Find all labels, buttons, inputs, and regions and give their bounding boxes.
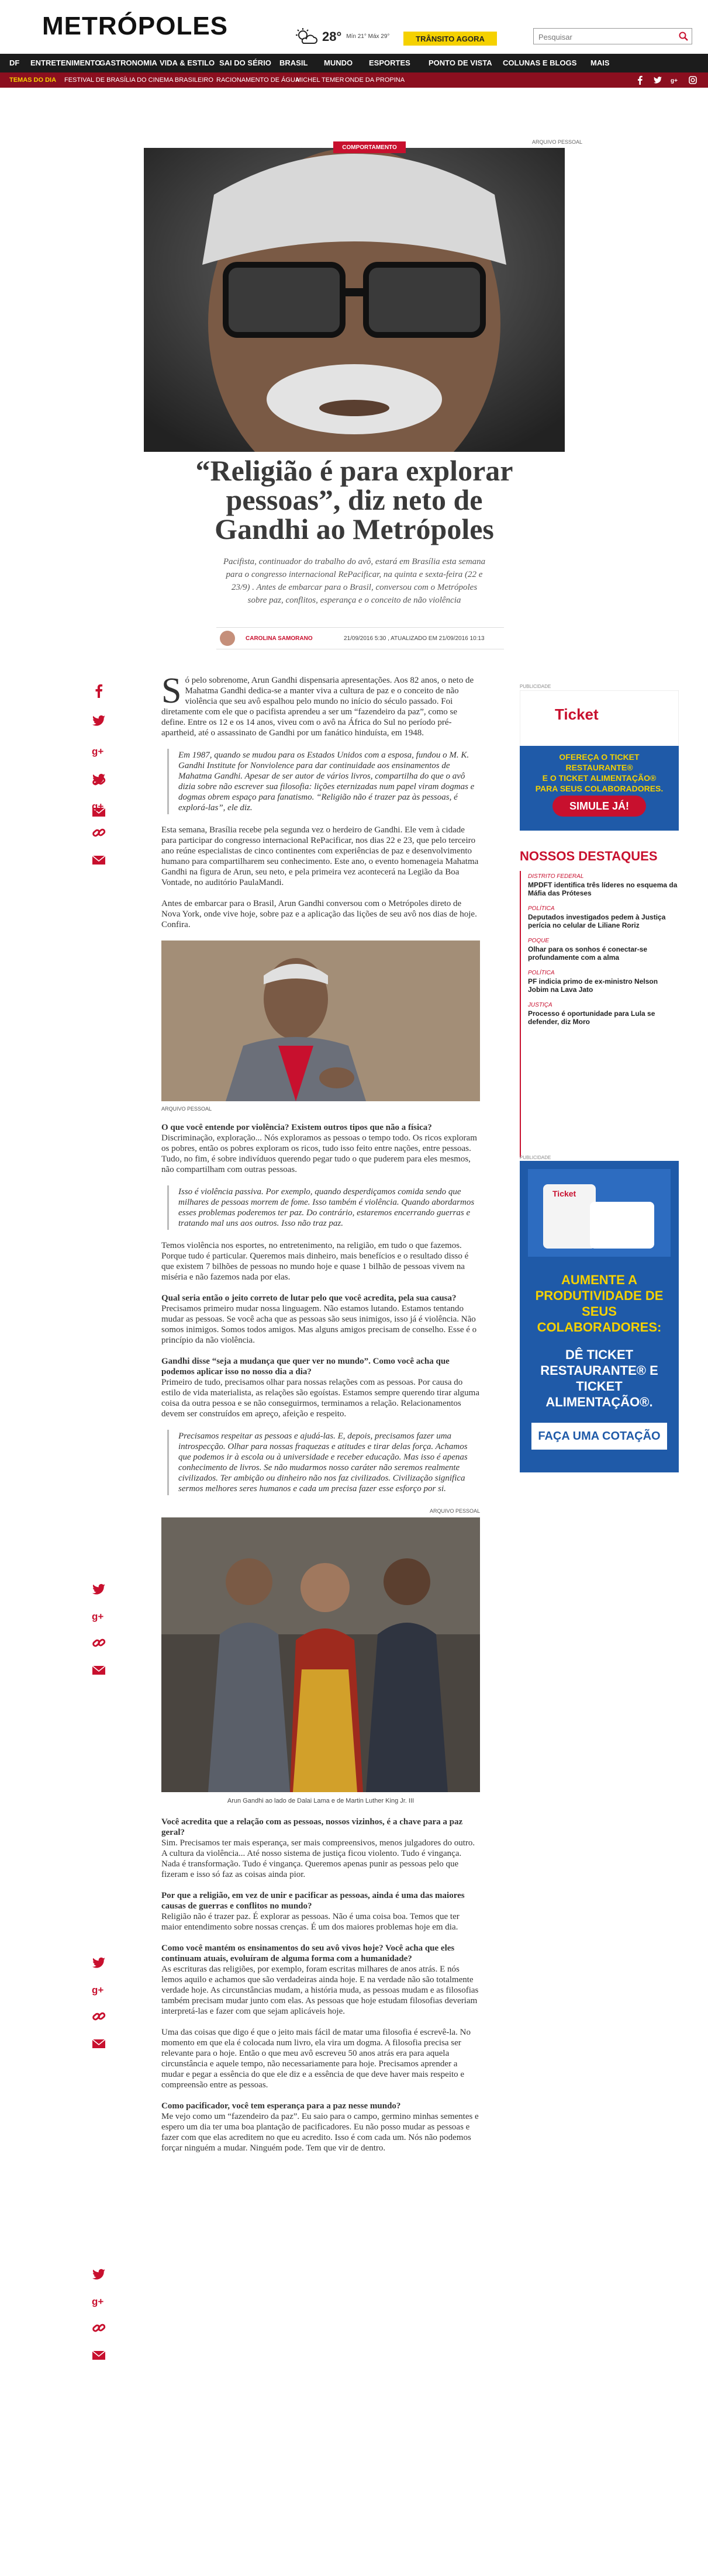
svg-text:g+: g+ [671, 78, 678, 84]
ad-headline: AUMENTE A PRODUTIVIDADE DE SEUS COLABORADORES: [535, 1273, 664, 1334]
link-share-icon[interactable] [91, 2009, 106, 2024]
google-plus-share-icon[interactable] [91, 744, 106, 759]
interview-answer: Discriminação, exploração... Nós exploramos as pessoas o tempo todo. Os ricos exploram os pobres, então os pobres exploram os ricos, tudo isso feito entre nações, entre pessoas. Tudo, no fim, é sobre indivíduos querendo pegar tudo o que puderem para eles mesmos, não compartilham com outras pessoas. [161, 1133, 477, 1174]
twitter-share-icon[interactable] [91, 713, 106, 728]
nav-item-brasil[interactable]: BRASIL [279, 58, 308, 67]
link-share-icon[interactable] [91, 1635, 106, 1651]
nav-item-colunas-blogs[interactable]: COLUNAS E BLOGS [503, 58, 577, 67]
article-body [161, 671, 480, 2164]
traffic-button[interactable]: TRÂNSITO AGORA [403, 32, 497, 46]
weather-widget[interactable] [295, 28, 389, 46]
svg-text:g+: g+ [92, 801, 104, 812]
nav-item-ponto-de-vista[interactable]: PONTO DE VISTA [429, 58, 492, 67]
interview-question: Por que a religião, em vez de unir e pacificar as pessoas, ainda é uma das maiores causas de guerras e conflitos no mundo? [161, 1891, 465, 1911]
interview-answer: Primeiro de tudo, precisamos olhar para nossas relações com as pessoas. Por causa do estilo de vida materialista, as relações são egoístas. Estamos sempre querendo tirar alguma coisa da outra pessoa e se não conseguirmos, terminamos a relação. Relacionamentos devem ser construídos em apreço, afeição e respeito. [161, 1378, 479, 1419]
ad-brand: Ticket [555, 706, 599, 723]
email-share-icon[interactable] [91, 2347, 106, 2363]
drop-cap: S [161, 671, 182, 711]
email-share-icon[interactable] [91, 2036, 106, 2051]
twitter-share-icon[interactable] [91, 772, 106, 787]
google-plus-share-icon[interactable] [91, 1609, 106, 1624]
google-plus-share-icon[interactable] [91, 1982, 106, 1997]
ad-text: OFEREÇA O TICKET RESTAURANTE® E O TICKET ALIMENTAÇÃO® PARA SEUS COLABORADORES. [535, 752, 664, 793]
svg-text:g+: g+ [92, 2296, 104, 2307]
article-paragraph: Antes de embarcar para o Brasil, Arun Gandhi conversou com o Metrópoles direto de Nova York, onde vive hoje, sobre paz e a aplicação das lições de seu avô nos dias de hoje. Confira. [161, 899, 477, 929]
nav-item-vida-estilo[interactable]: VIDA & ESTILO [160, 58, 215, 67]
interview-answer: Religião não é trazer paz. É explorar as pessoas. Não é uma coisa boa. Temos que ter maior entendimento sobre nossas crenças. É um dos maiores problemas hoje em dia. [161, 1912, 460, 1932]
ad-text: DÊ TICKET RESTAURANTE® E TICKET ALIMENTAÇÃO®. [540, 1347, 658, 1409]
google-plus-share-icon[interactable] [91, 2294, 106, 2309]
interview-question: Qual seria então o jeito correto de lutar pelo que você acredita, pela sua causa? [161, 1294, 457, 1303]
interview-question: Como pacificador, você tem esperança para a paz nesse mundo? [161, 2101, 401, 2111]
article-headline: “Religião é para explorar pessoas”, diz neto de Gandhi ao Metrópoles [195, 454, 513, 545]
interview-question: Você acredita que a relação com as pessoas, nossos vizinhos, é a chave para a paz geral? [161, 1817, 463, 1837]
svg-text:g+: g+ [92, 746, 104, 757]
highlight-item[interactable]: POQUE Olhar para os sonhos é conectar-se profundamente com a alma [520, 938, 679, 962]
nav-item-sai-do-serio[interactable]: SAI DO SÉRIO [219, 58, 271, 67]
ad-cta-button[interactable]: SIMULE JÁ! [552, 796, 646, 817]
portrait-image [144, 148, 565, 452]
interview-question: O que você entende por violência? Existem outros tipos que não a física? [161, 1123, 432, 1132]
weather-minmax: Mín 21° Máx 29° [346, 33, 390, 40]
article-quote: Isso é violência passiva. Por exemplo, quando desperdiçamos comida sendo que milhares de pessoas morrem de fome. Isso também é violência. Quando abordarmos esses problemas poderemos ter paz. Do contrário, estaremos encerrando guerras e tratando mal uns aos outros. Isso não traz paz. [167, 1185, 480, 1230]
interview-answer: Temos violência nos esportes, no entretenimento, na religião, em tudo o que fazemos. Porque tudo é particular. Queremos mais dinheiro, mais benefícios e o resultado disso é que existem 7 bilhões de pessoas no mundo hoje e quase 1 bilhão de pessoas vivem na miséria e não fazemos nada por elas. [161, 1241, 469, 1282]
twitter-share-icon[interactable] [91, 1582, 106, 1597]
advertisement-2[interactable] [520, 1161, 679, 1472]
twitter-share-icon[interactable] [91, 1955, 106, 1970]
weather-sun-icon [295, 28, 317, 46]
highlights-rail [520, 871, 521, 1157]
topic-festival[interactable]: FESTIVAL DE BRASÍLIA DO CINEMA BRASILEIRO [64, 77, 213, 84]
hero-photo [144, 148, 565, 452]
highlight-item[interactable]: POLÍTICA Deputados investigados pedem à Justiça perícia no celular de Liliane Roriz [520, 905, 679, 929]
interview-photo-1 [161, 941, 480, 1101]
ad-brand: Ticket [552, 1189, 576, 1198]
interview-answer: As escrituras das religiões, por exemplo, foram escritas milhares de anos atrás. E nós lemos aquilo e achamos que são verdadeiras ainda hoje. E na verdade não são totalmente verdade hoje. As circunstâncias mudam, a história muda, as pessoas mudam e as filosofias também precisam mudar junto com elas. As pessoas que hoje estudam filosofias deveriam interpretá-las e fazer com que sejam aplicáveis hoje. [161, 1965, 479, 2016]
interview-answer: Sim. Precisamos ter mais esperança, ser mais compreensivos, menos julgadores do outro. A cultura da violência... Até nosso sistema de justiça ficou violento. Tudo é vingança. Nada é transformação. Tudo é vingança. Queremos apenas punir as pessoas pelo que fizeram e isso só faz as coisas ainda pior. [161, 1838, 475, 1879]
article-date: 21/09/2016 5:30 , ATUALIZADO EM 21/09/2016 10:13 [344, 635, 485, 642]
ad-label: PUBLICIDADE [520, 1155, 551, 1160]
highlights-title: NOSSOS DESTAQUES [520, 849, 658, 863]
photo-credit: ARQUIVO PESSOAL [161, 1106, 212, 1112]
google-plus-share-icon[interactable] [91, 798, 106, 814]
google-plus-icon[interactable] [671, 75, 680, 85]
topic-michel-temer[interactable]: MICHEL TEMER [296, 77, 344, 84]
category-tag[interactable]: COMPORTAMENTO [333, 141, 406, 153]
svg-text:g+: g+ [92, 1611, 104, 1622]
nav-item-entretenimento[interactable]: ENTRETENIMENTO [30, 58, 101, 67]
link-share-icon[interactable] [91, 2321, 106, 2336]
topic-racionamento[interactable]: RACIONAMENTO DE ÁGUA [216, 77, 300, 84]
instagram-icon[interactable] [688, 75, 697, 85]
weather-temperature: 28° [322, 29, 342, 44]
link-share-icon[interactable] [91, 825, 106, 841]
topics-label: TEMAS DO DIA [9, 77, 57, 84]
author-name[interactable]: CAROLINA SAMORANO [246, 635, 313, 642]
article-quote: Em 1987, quando se mudou para os Estados Unidos com a esposa, fundou o M. K. Gandhi Institute for Nonviolence para dar continuidade aos ensinamentos de Mahatma Gandhi. Apesar de ser autor de vários livros, compartilha do que o avô dizia sobre não escrever sua filosofia: lições eternizadas num papel viram dogmas e dogmas obrem espaço para fanatismo. “Religião não é trazer paz às pessoas, é explorá-las”, ele diz. [167, 749, 480, 814]
main-nav [0, 54, 708, 72]
interview-question: Como você mantém os ensinamentos do seu avô vivos hoje? Você acha que eles continuam atuais, evoluíram de alguma forma com a humanidade? [161, 1944, 455, 1963]
ad-cta-button[interactable]: FAÇA UMA COTAÇÃO [531, 1423, 667, 1450]
twitter-share-icon[interactable] [91, 2267, 106, 2282]
site-header [0, 0, 708, 54]
facebook-icon[interactable] [636, 75, 645, 85]
highlight-item[interactable]: DISTRITO FEDERAL MPDFT identifica três líderes no esquema da Máfia das Próteses [520, 873, 679, 897]
site-logo[interactable]: METRÓPOLES [42, 12, 229, 40]
email-share-icon[interactable] [91, 1662, 106, 1678]
nav-item-df[interactable]: DF [9, 58, 20, 67]
interview-answer: Me vejo como um “fazendeiro da paz”. Eu saio para o campo, germino minhas sementes e espero um dia ter uma boa plantação de pacificadores. Eu não posso mudar as pessoas e fazer com que elas acreditem no que eu acredito. Isso é com cada um. Nós não podemos forçar ninguém a mudar. Ninguém pode. Tem que vir de dentro. [161, 2112, 479, 2153]
hero-photo-credit: ARQUIVO PESSOAL [532, 139, 583, 145]
article-subtitle: Pacifista, continuador do trabalho do avô, estará em Brasília esta semana para o congresso internacional RePacificar, na quinta e sexta-feira (22 e 23/9) . Antes de embarcar para o Brasil, conversou com o Metrópoles sobre paz, conflitos, esperança e o conceito de não violência [223, 557, 486, 605]
topics-bar [0, 72, 708, 88]
search-icon[interactable] [679, 32, 688, 41]
nav-item-mundo[interactable]: MUNDO [324, 58, 353, 67]
interview-photo-2 [161, 1517, 480, 1792]
search-box [533, 28, 692, 44]
advertisement-1[interactable] [520, 690, 679, 831]
interview-answer: Precisamos primeiro mudar nossa linguagem. Não estamos lutando. Estamos tentando mudar as pessoas. Se você acha que as pessoas são seus inimigos, isso já é violência. Não somos inimigos. Somos todos amigos. Mas alguns amigos precisam de conselho. Esse é o princípio da não violência. [161, 1304, 477, 1345]
twitter-icon[interactable] [653, 75, 662, 85]
photo-caption: Arun Gandhi ao lado de Dalai Lama e de Martin Luther King Jr. III [227, 1797, 415, 1804]
author-avatar[interactable] [220, 631, 235, 646]
highlights-section [520, 849, 679, 1034]
nav-item-gastronomia[interactable]: GASTRONOMIA [99, 58, 157, 67]
article-paragraph: Só pelo sobrenome, Arun Gandhi dispensaria apresentações. Aos 82 anos, o neto de Mahatma Gandhi dedica-se a manter viva a cultura de paz e o conceito de não violência que seu avô espalhou pelo mundo no início do século passado. Foi diretamente com ele que o pacifista aprendeu a ser um “fazendeiro da paz”, como se define. Entre os 12 e os 14 anos, viveu com o avô na África do Sul no período pré-apartheid, até o assassinato de Gandhi por um fanático hinduísta, em 1948. [161, 671, 474, 738]
facebook-share-icon[interactable] [91, 683, 106, 698]
highlight-item[interactable]: POLÍTICA PF indicia primo de ex-ministro Nelson Jobim na Lava Jato [520, 970, 679, 994]
interview-question: Gandhi disse “seja a mudança que quer ver no mundo”. Como você acha que podemos aplicar isso no nosso dia a dia? [161, 1357, 450, 1377]
nav-item-esportes[interactable]: ESPORTES [369, 58, 410, 67]
article-byline [216, 627, 504, 649]
ad-label: PUBLICIDADE [520, 684, 551, 689]
email-share-icon[interactable] [91, 852, 106, 867]
article-quote: Precisamos respeitar as pessoas e ajudá-las. E, depois, precisamos fazer uma introspecção. Olhar para nossas fraquezas e atitudes e tirar delas força. Achamos que podemos ir à escola ou à universidade e receber educação. Mas isso é apenas conhecimento de livros. Se não mudarmos nosso caráter não seremos realmente civilizados. Ter ambição ou dinheiro não nos faz civilizados. Civilização significa sermos melhores seres humanos e cada um precisa fazer esse esforço por si. [167, 1430, 480, 1495]
photo-credit: ARQUIVO PESSOAL [429, 1508, 480, 1514]
article-paragraph: Esta semana, Brasília recebe pela segunda vez o herdeiro de Gandhi. Ele vem à cidade para participar do congresso internacional RePacificar, nos dias 22 e 23, que pelo terceiro ano reúne especialistas de cinco continentes com experiências de paz e desenvolvimento humano para compartilharem seu conhecimento. Este ano, o evento homenageia Mahatma Gandhi na figura de Arun, seu neto, e pela primeira vez acontecerá na Legião da Boa Vontade, no auditório PaulaMandi. [161, 825, 479, 887]
nav-item-mais[interactable]: MAIS [590, 58, 610, 67]
svg-text:g+: g+ [92, 1984, 104, 1996]
highlight-item[interactable]: JUSTIÇA Processo é oportunidade para Lula se defender, diz Moro [520, 1002, 679, 1026]
interview-answer: Uma das coisas que digo é que o jeito mais fácil de matar uma filosofia é escrevê-la. No momento em que ela é colocada num livro, ela vira um dogma. A filosofia precisa ser relevante para o hoje. Então o que meu avô escreveu 50 anos atrás era para aquela circunstância e aquele tempo, não necessariamente para hoje. Precisamos aprender a mudar e pegar a essência do que ele diz e a essência de que deve haver mais respeito e compreensão entre as pessoas. [161, 2028, 471, 2090]
search-input[interactable] [537, 29, 674, 44]
topic-onde-propina[interactable]: ONDE DA PROPINA [345, 77, 405, 84]
